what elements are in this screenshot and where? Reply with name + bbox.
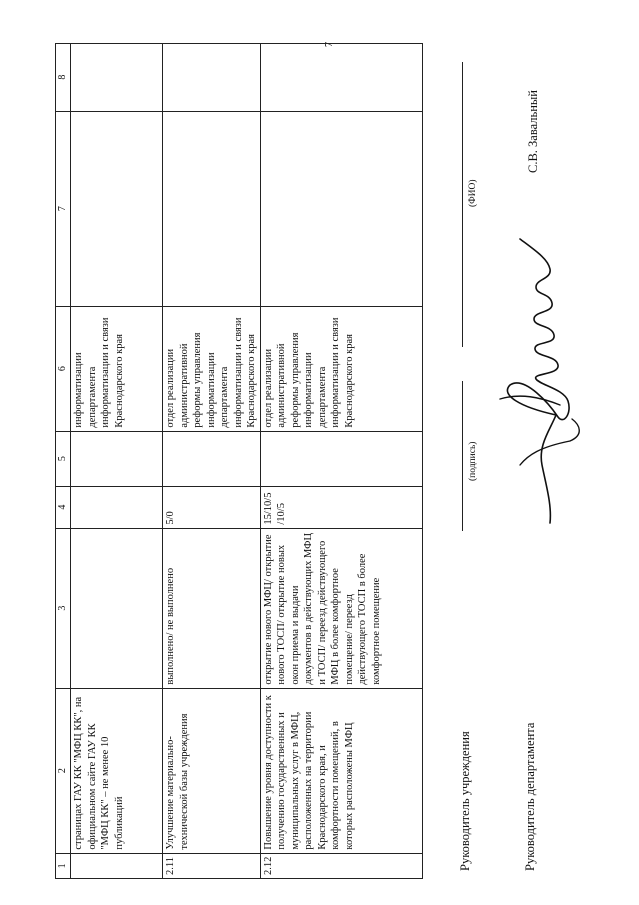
signature-caption: (подпись) — [468, 441, 478, 481]
event-name: Улучшение материально-технической базы учреждения — [163, 688, 261, 853]
page-number: 7 — [324, 42, 335, 47]
fio-line — [462, 62, 463, 347]
signature-line — [462, 381, 463, 531]
event-name: Повышение уровня доступности к получению государственных и муниципальных услуг в МФЦ, расположенных на территории Краснодарского края, и комфортности помещений, в которых расположены МФЦ — [260, 688, 422, 853]
row-number: 2.12 — [260, 853, 422, 878]
indicator: открытие нового МФЦ/ открытие нового ТОСП/ открытие новых окон приема и выдачи документов в действующих МФЦ и ТОСП/ переезд действующего МФЦ в более комфортное помещение/ переезд действующего ТОСП в более комфортное помещение — [260, 528, 422, 688]
column-header: 6 — [56, 306, 71, 431]
column-header: 7 — [56, 111, 71, 306]
column-header: 4 — [56, 486, 71, 528]
event-name: страницах ГАУ КК "МФЦ КК", на официальном сайте ГАУ КК "МФЦ КК" – не менее 10 публикаций — [71, 688, 163, 853]
indicator-value: 15/10/5 /10/5 — [260, 486, 422, 528]
executor: отдел реализации административной реформы управления информатизации департамента информатизации и связи Краснодарского края — [260, 306, 422, 431]
indicator: выполнено/ не выполнено — [163, 528, 261, 688]
handwritten-signature — [480, 235, 590, 525]
head-of-department-label: Руководитель департамента — [523, 722, 537, 871]
department-head-name: С.В. Завальный — [526, 90, 540, 173]
head-of-institution-label: Руководитель учреждения — [458, 731, 472, 871]
executor: отдел реализации административной реформы управления информатизации департамента информатизации и связи Краснодарского края — [163, 306, 261, 431]
indicator-value: 5/0 — [163, 486, 261, 528]
column-header: 1 — [56, 853, 71, 878]
column-header: 5 — [56, 431, 71, 486]
column-header: 3 — [56, 528, 71, 688]
column-header: 2 — [56, 688, 71, 853]
row-number: 2.11 — [163, 853, 261, 878]
fio-caption: (ФИО) — [468, 179, 478, 207]
column-header: 8 — [56, 43, 71, 111]
executor: информатизации департамента информатизации и связи Краснодарского края — [71, 306, 163, 431]
